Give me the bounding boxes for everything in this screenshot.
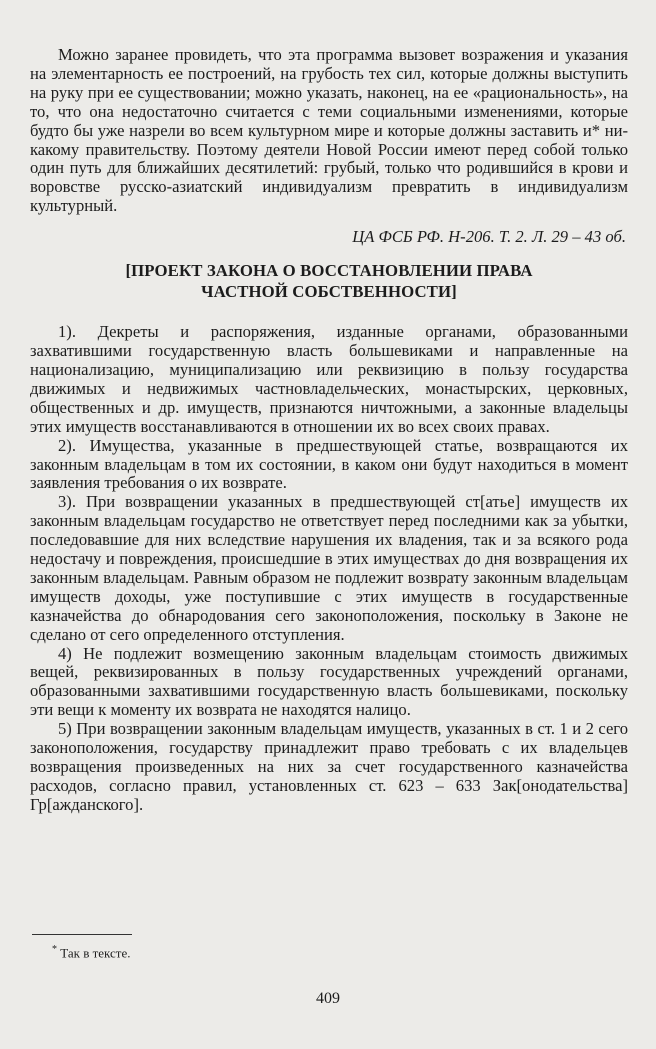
intro-paragraph: Можно заранее провидеть, что эта программа вызовет возражения и указания на элементарность ее построений, на грубость тех сил, которые должны выступить на руку при ее существовании; можно указать, наконец, на ее «рациональность», на то, что она недостаточно считается с теми социальными изменениями, которые будто бы уже назрели во всем культурном мире и которые должны заставить и* никакому правительству. Поэтому деятели Новой России имеют перед собой только один путь для ближайших десятилетий: грубый, только что родившийся в крови и воровстве русско-азиатский индивидуализм превратить в индивидуализм культурный.: [30, 45, 628, 216]
section-heading: [30, 260, 628, 302]
article-2: 2). Имущества, указанные в предшествующей статье, возвращаются их законным владельцам в том их состоянии, в каком они будут находиться в момент заявления требования о их возврате.: [30, 435, 628, 493]
archive-source-reference: ЦА ФСБ РФ. Н-206. Т. 2. Л. 29 – 43 об.: [352, 227, 626, 247]
article-4: 4) Не подлежит возмещению законным владельцам стоимость движимых вещей, реквизированных в пользу государственных учреждений органами, образованными захватившими государственную власть большевиками, поскольку эти вещи к моменту их возврата не находятся налицо.: [30, 643, 628, 720]
section-heading-line-2: ЧАСТНОЙ СОБСТВЕННОСТИ]: [201, 282, 457, 302]
page-body: [30, 46, 628, 815]
article-1: 1). Декреты и распоряжения, изданные органами, образованными захватившими государственную власть большевиками и направленные на национализацию, муниципализацию или реквизицию в пользу государства движимых и недвижимых частновладельческих, монастырских, церковных, общественных и др. имуществ, признаются ничтожными, а законные владельцы этих имуществ восстанавливаются в отношении их во всех своих правах.: [30, 322, 628, 436]
article-5: 5) При возвращении законным владельцам имуществ, указанных в ст. 1 и 2 сего законоположения, государству принадлежит право требовать с их владельцев возвращения произведенных на них за счет государственного казначейства расходов, согласно правил, установленных ст. 623 – 633 Зак[онодательства] Гр[ажданского].: [30, 719, 628, 814]
footnote-mark: *: [52, 944, 57, 955]
footnote-divider: [32, 934, 132, 935]
footnote-text: Так в тексте.: [60, 945, 131, 961]
page-number: 409: [316, 990, 340, 1007]
section-heading-line-1: [ПРОЕКТ ЗАКОНА О ВОССТАНОВЛЕНИИ ПРАВА: [125, 261, 533, 281]
footnote: [52, 942, 131, 961]
article-3: 3). При возвращении указанных в предшествующей ст[атье] имуществ их законным владельцам государство не ответствует перед последними как за убытки, последовавшие для них вследствие нарушения их владения, так и за всякого рода недостачу и повреждения, происшедшие в этих имуществах до дня возвращения их законным владельцам. Равным образом не подлежит возврату законным владельцам имуществ доходы, уже поступившие с этих имуществ в государственные казначейства до обнародования сего законоположения, поскольку в Законе не сделано от сего определенного отступления.: [30, 492, 628, 644]
